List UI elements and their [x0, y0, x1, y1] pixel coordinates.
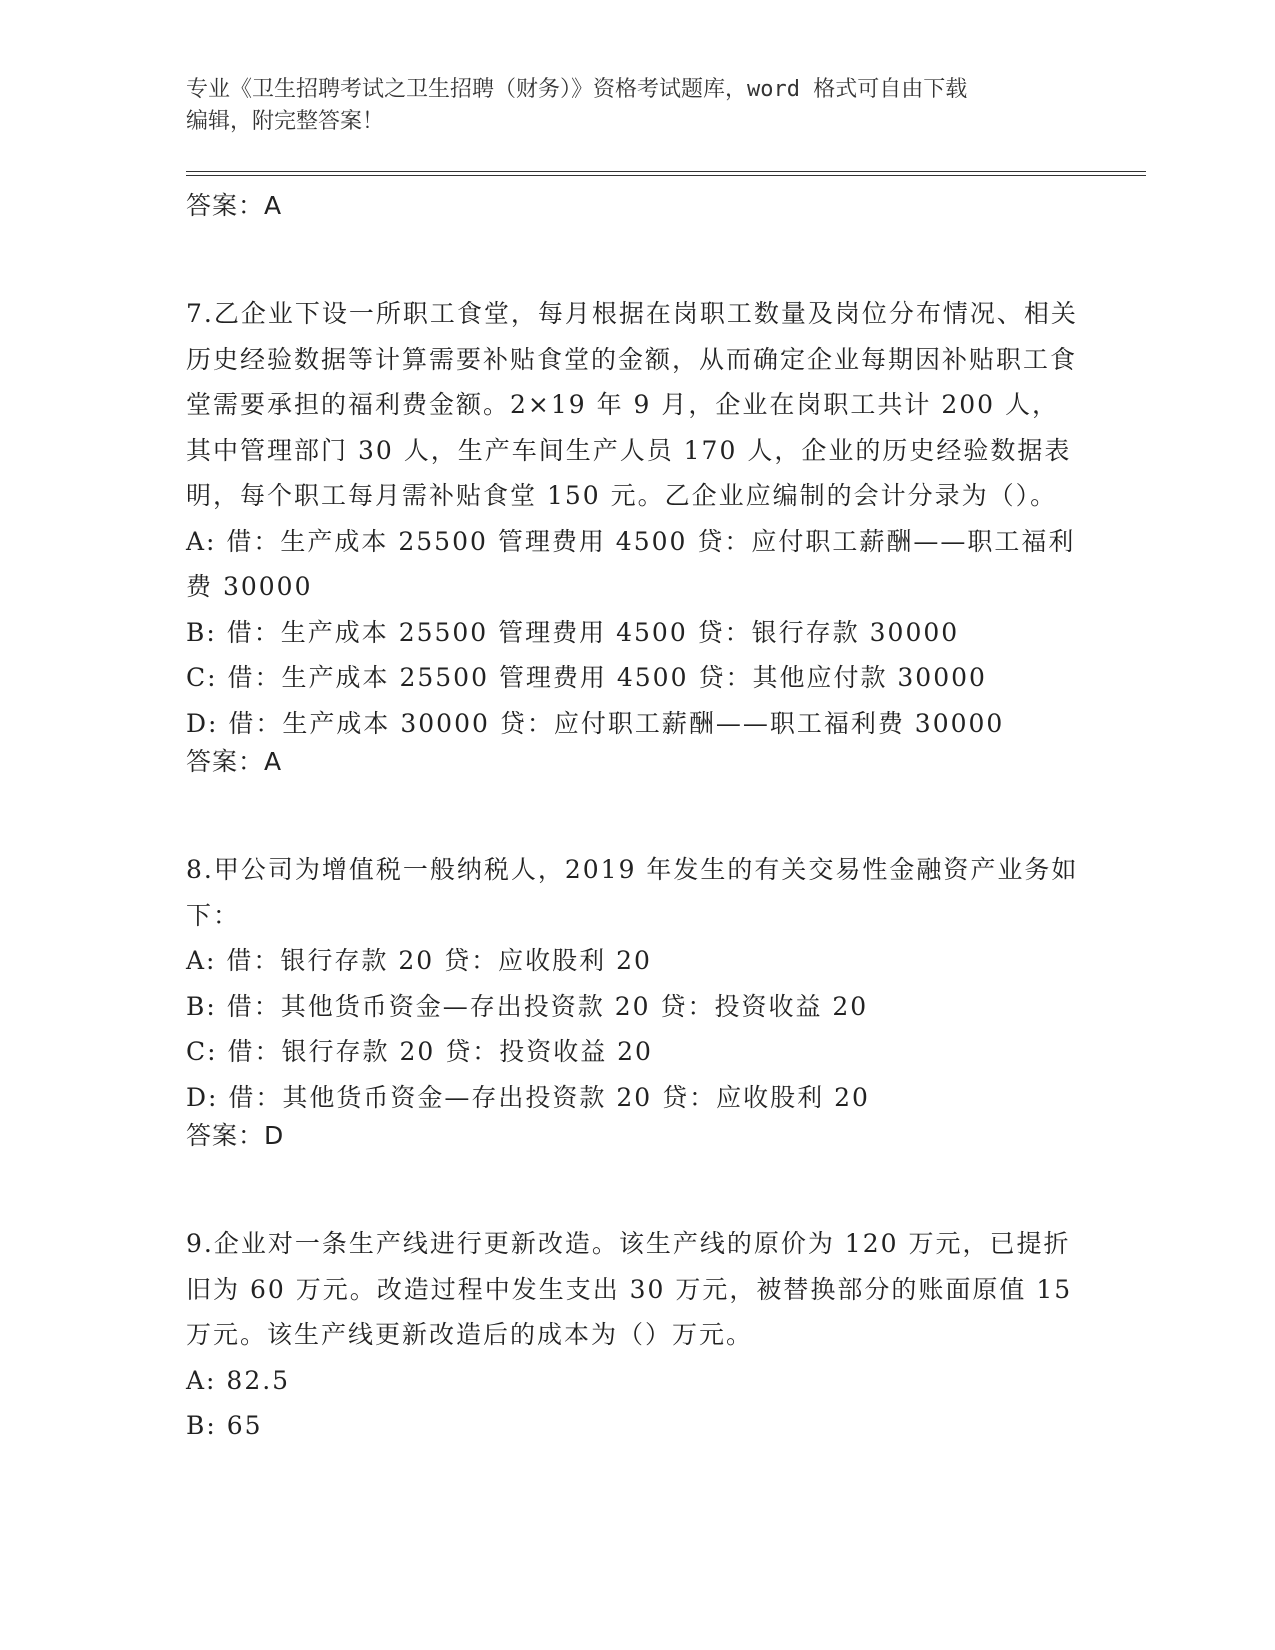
spacer [186, 1152, 1086, 1221]
question-7-answer: 答案：A [186, 747, 283, 776]
question-8-option-c: C: 借：银行存款 20 贷：投资收益 20 [186, 1037, 653, 1066]
question-8-option-a: A: 借：银行存款 20 贷：应收股利 20 [186, 946, 652, 975]
spacer [186, 222, 1086, 291]
document-body [186, 190, 1086, 1449]
spacer [186, 778, 1086, 847]
question-7-text: 7.乙企业下设一所职工食堂，每月根据在岗职工数量及岗位分布情况、相关历史经验数据等计算需要补贴食堂的金额，从而确定企业每期因补贴职工食堂需要承担的福利费金额。2×19 年 9 月，企业在岗职工共计 200 人，其中管理部门 30 人，生产车间生产人员 170 人，企业的历史经验数据表明，每个职工每月需补贴食堂 150 元。乙企业应编制的会计分录为（）。 [186, 299, 1078, 510]
header-line-1: 专业《卫生招聘考试之卫生招聘（财务）》资格考试题库，word 格式可自由下载 [186, 77, 968, 102]
header-line-2: 编辑，附完整答案！ [186, 109, 385, 134]
header-rule-top [186, 171, 1146, 172]
question-8 [186, 847, 1086, 1152]
question-7-option-b: B: 借：生产成本 25500 管理费用 4500 贷：银行存款 30000 [186, 617, 960, 647]
question-8-option-d: D: 借：其他货币资金—存出投资款 20 贷：应收股利 20 [186, 1082, 870, 1112]
question-9 [186, 1221, 1086, 1449]
question-7-option-c: C: 借：生产成本 25500 管理费用 4500 贷：其他应付款 30000 [186, 663, 987, 692]
question-9-text: 9.企业对一条生产线进行更新改造。该生产线的原价为 120 万元，已提折旧为 60 万元。改造过程中发生支出 30 万元，被替换部分的账面原值 15 万元。该生产线更新改造后的成本为（）万元。 [186, 1229, 1073, 1349]
question-7-option-a: A: 借：生产成本 25500 管理费用 4500 贷：应付职工薪酬——职工福利费 30000 [186, 526, 1076, 601]
question-8-answer: 答案：D [186, 1121, 285, 1150]
question-8-text: 8.甲公司为增值税一般纳税人，2019 年发生的有关交易性金融资产业务如下： [186, 855, 1079, 930]
question-7 [186, 291, 1086, 778]
answer-prev: 答案：A [186, 191, 283, 220]
question-9-option-b: B: 65 [186, 1411, 263, 1440]
question-9-option-a: A: 82.5 [186, 1365, 291, 1395]
question-7-option-d: D: 借：生产成本 30000 贷：应付职工薪酬——职工福利费 30000 [186, 708, 1005, 738]
header-rule-bottom [186, 175, 1146, 176]
document-header [186, 74, 1086, 138]
question-8-option-b: B: 借：其他货币资金—存出投资款 20 贷：投资收益 20 [186, 991, 869, 1021]
